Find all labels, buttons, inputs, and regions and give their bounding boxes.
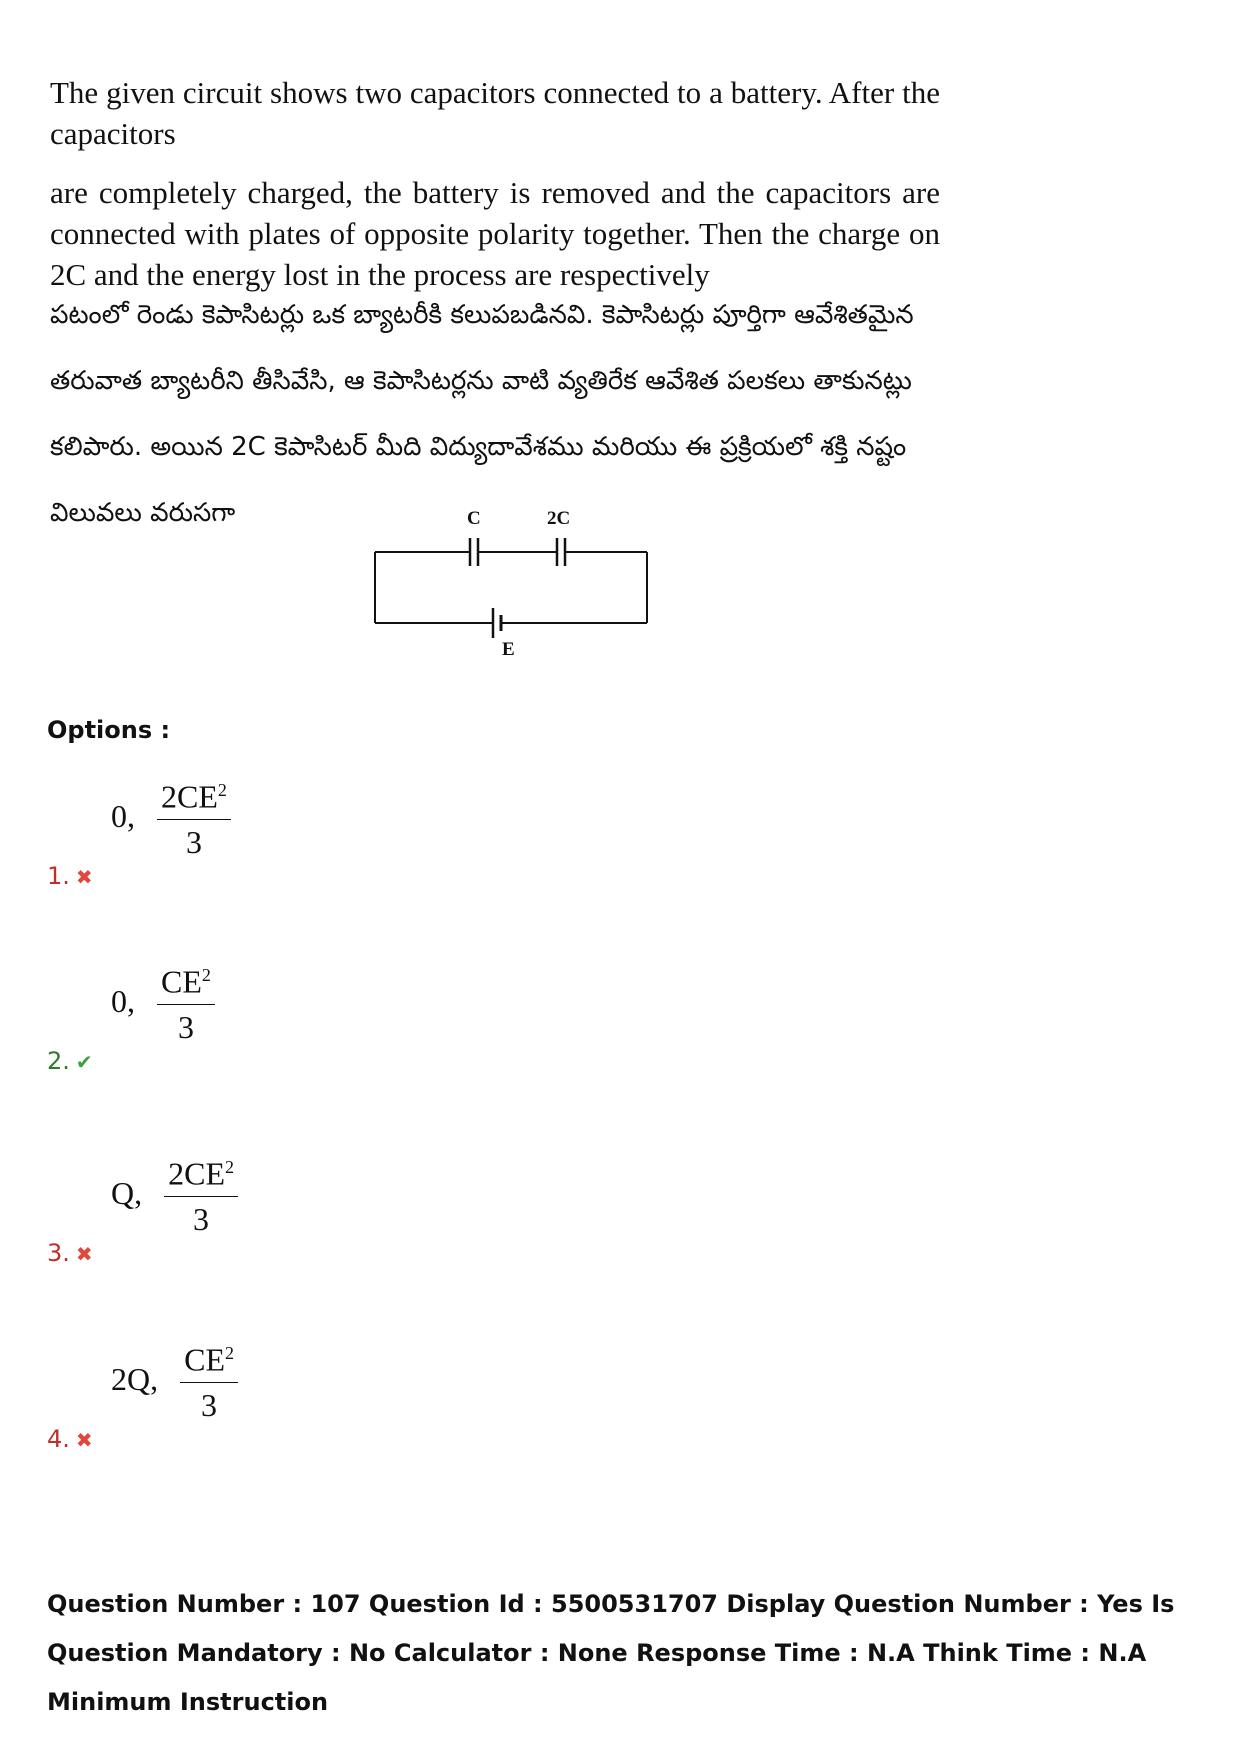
- fraction: $\frac{CE^2}{3}$: [180, 1333, 238, 1427]
- circuit-diagram: [360, 500, 660, 660]
- options-heading: Options :: [47, 716, 171, 744]
- option-2-number: 2. ✔: [47, 1047, 93, 1075]
- cross-icon: ✖: [75, 865, 93, 889]
- capacitor-2c-label: 2C: [547, 508, 571, 529]
- option-1-number: 1. ✖: [47, 862, 93, 890]
- battery-label: E: [502, 639, 515, 660]
- option-3-number: 3. ✖: [47, 1239, 93, 1267]
- option-1[interactable]: [47, 770, 447, 890]
- option-2[interactable]: [47, 955, 447, 1075]
- option-3-expression: Q, $\frac{2CE^2}{3}$: [111, 1147, 238, 1241]
- fraction: $\frac{2CE^2}{3}$: [157, 770, 231, 864]
- cross-icon: ✖: [75, 1242, 93, 1266]
- check-icon: ✔: [75, 1050, 93, 1074]
- question-text-english: [50, 72, 940, 295]
- option-4-number: 4. ✖: [47, 1425, 93, 1453]
- question-text-telugu: పటంలో రెండు కెపాసిటర్లు ఒక బ్యాటరీకి కలుపబడినవి. కెపాసిటర్లు పూర్తిగా ఆవేశితమైన తరువాత బ్యాటరీని తీసివేసి, ఆ కెపాసిటర్లను వాటి వ్యతిరేక ఆవేశిత పలకలు తాకునట్లు కలిపారు. అయిన 2C కెపాసిటర్ మీది విద్యుదావేశము మరియు ఈ ప్రక్రియలో శక్తి నష్టం విలువలు వరుసగా: [50, 300, 914, 528]
- option-4-expression: 2Q, $\frac{CE^2}{3}$: [111, 1333, 238, 1427]
- option-4[interactable]: [47, 1333, 447, 1453]
- fraction: $\frac{2CE^2}{3}$: [164, 1147, 238, 1241]
- cross-icon: ✖: [75, 1428, 93, 1452]
- question-english-rest: are completely charged, the battery is removed and the capacitors are connected with plates of opposite polarity together. Then the charge on 2C and the energy lost in the process are respectively: [50, 175, 940, 292]
- option-1-expression: 0, $\frac{2CE^2}{3}$: [111, 770, 231, 864]
- capacitor-c-label: C: [467, 508, 481, 529]
- option-3[interactable]: [47, 1147, 447, 1267]
- question-metadata: Question Number : 107 Question Id : 5500531707 Display Question Number : Yes Is Question Mandatory : No Calculator : None Response Time : N.A Think Time : N.A Minimum Instruction: [47, 1590, 1175, 1716]
- question-english-line1: The given circuit shows two capacitors connected to a battery. After the capacitors: [50, 75, 940, 151]
- option-2-expression: 0, $\frac{CE^2}{3}$: [111, 955, 215, 1049]
- fraction: $\frac{CE^2}{3}$: [157, 955, 215, 1049]
